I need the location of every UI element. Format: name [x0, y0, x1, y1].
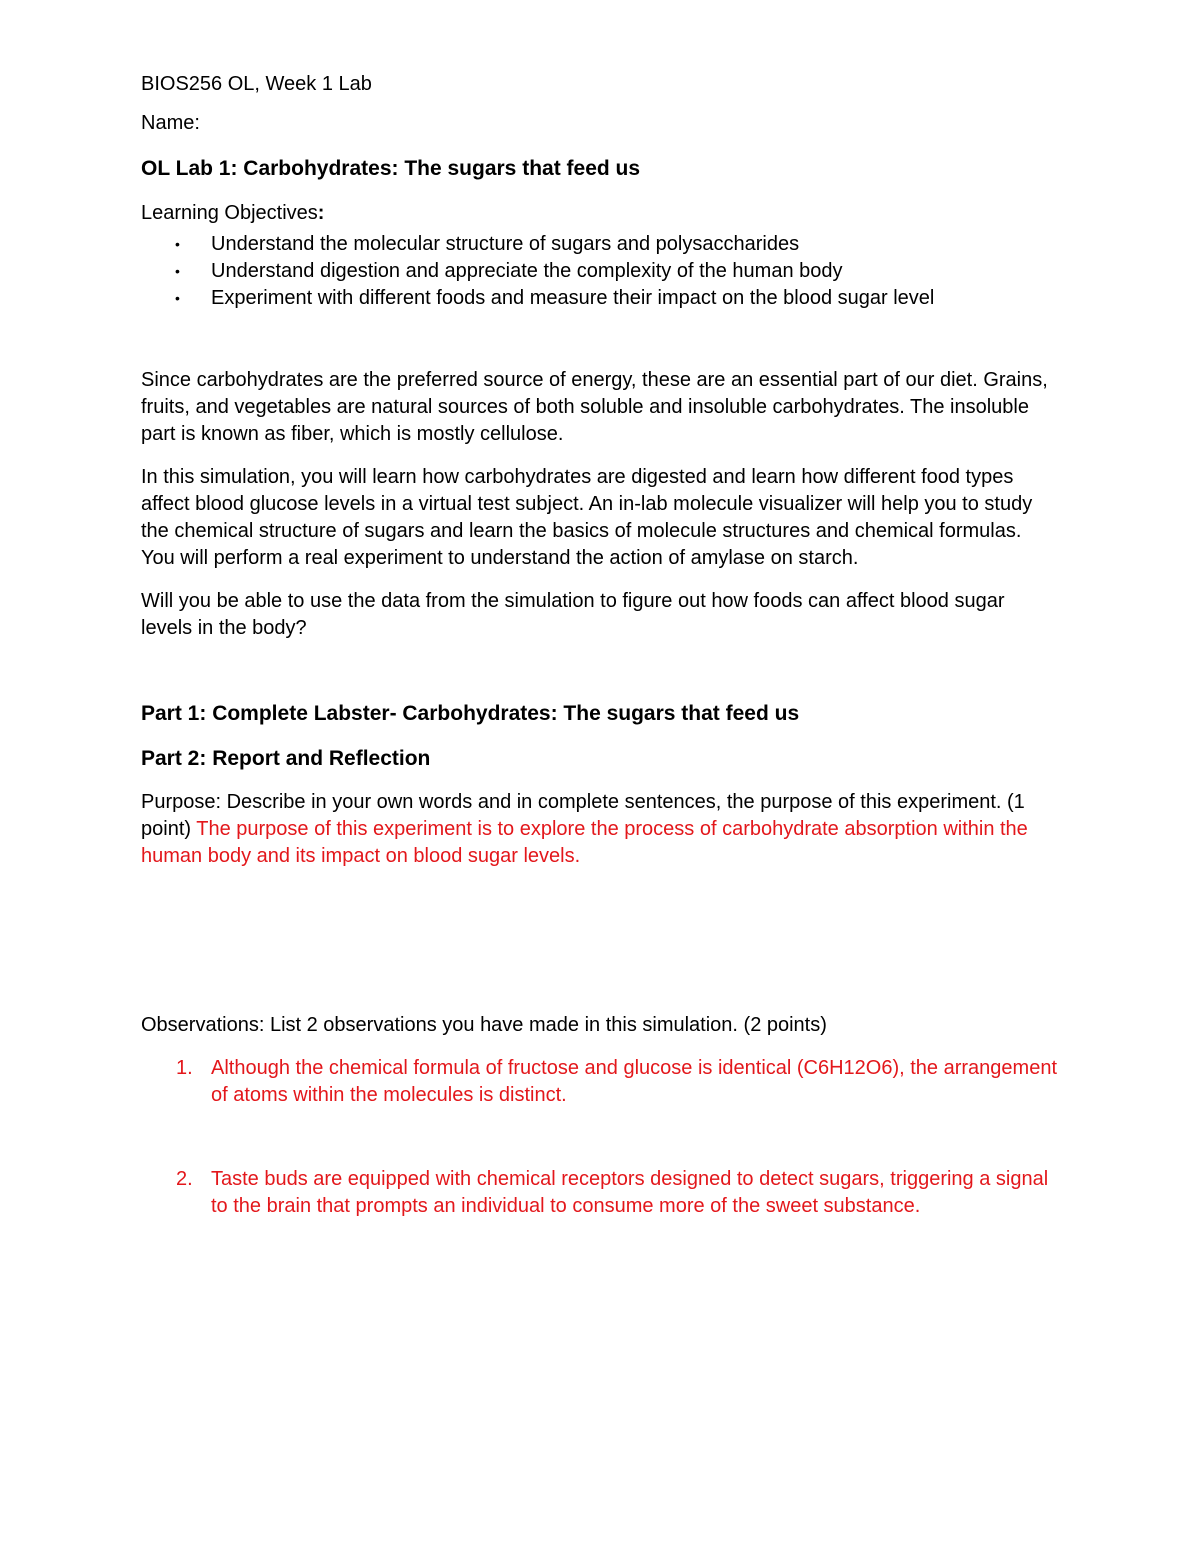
part1-heading: Part 1: Complete Labster- Carbohydrates: The sugars that feed us — [141, 702, 800, 725]
learning-objectives-text: Learning Objectives — [141, 202, 318, 224]
name-label: Name: — [141, 112, 200, 134]
part2-heading: Part 2: Report and Reflection — [141, 747, 431, 770]
list-item — [141, 231, 1060, 258]
list-item — [141, 285, 1060, 312]
observations-list — [141, 1055, 1060, 1220]
bullet-icon: • — [175, 263, 180, 279]
observation-text: Although the chemical formula of fructose and glucose is identical (C6H12O6), the arrangement of atoms within the molecules is distinct. — [211, 1057, 1058, 1106]
objective-text: Understand the molecular structure of sugars and polysaccharides — [211, 233, 800, 255]
spacer — [141, 312, 1060, 367]
intro-paragraph: In this simulation, you will learn how carbohydrates are digested and learn how different food types affect blood glucose levels in a virtual test subject. An in-lab molecule visualizer will help you to study the chemical structure of sugars and learn the basics of molecule structures and chemical formulas. You will perform a real experiment to understand the action of amylase on starch. — [141, 466, 1033, 569]
purpose-answer: The purpose of this experiment is to explore the process of carbohydrate absorption within the human body and its impact on blood sugar levels. — [141, 818, 1028, 867]
bullet-icon: • — [175, 236, 180, 252]
observation-number: 2. — [176, 1168, 193, 1190]
observations-prompt: Observations: List 2 observations you have made in this simulation. (2 points) — [141, 1014, 827, 1036]
list-item — [141, 1166, 1060, 1220]
objective-text: Understand digestion and appreciate the complexity of the human body — [211, 260, 843, 282]
intro-paragraph: Will you be able to use the data from the simulation to figure out how foods can affect blood sugar levels in the body? — [141, 590, 1005, 639]
lab-title: OL Lab 1: Carbohydrates: The sugars that feed us — [141, 157, 641, 180]
learning-objectives-label — [141, 200, 1060, 227]
list-item — [141, 258, 1060, 285]
purpose-paragraph — [141, 789, 1060, 870]
intro-paragraph: Since carbohydrates are the preferred source of energy, these are an essential part of our diet. Grains, fruits, and vegetables are natural sources of both soluble and insoluble carbohydrates. The insoluble part is known as fiber, which is mostly cellulose. — [141, 369, 1048, 445]
list-item — [141, 1055, 1060, 1109]
purpose-prompt: Purpose: Describe in your own words and in complete sentences, the purpose of this experiment. (1 point) — [141, 791, 1025, 840]
learning-objectives-colon: : — [317, 202, 325, 224]
observation-number: 1. — [176, 1057, 193, 1079]
objectives-list — [141, 231, 1060, 312]
spacer — [141, 658, 1060, 700]
spacer — [141, 870, 1060, 1012]
bullet-icon: • — [175, 290, 180, 306]
observation-text: Taste buds are equipped with chemical receptors designed to detect sugars, triggering a signal to the brain that prompts an individual to consume more of the sweet substance. — [211, 1168, 1049, 1217]
course-line: BIOS256 OL, Week 1 Lab — [141, 73, 372, 95]
objective-text: Experiment with different foods and measure their impact on the blood sugar level — [211, 287, 935, 309]
